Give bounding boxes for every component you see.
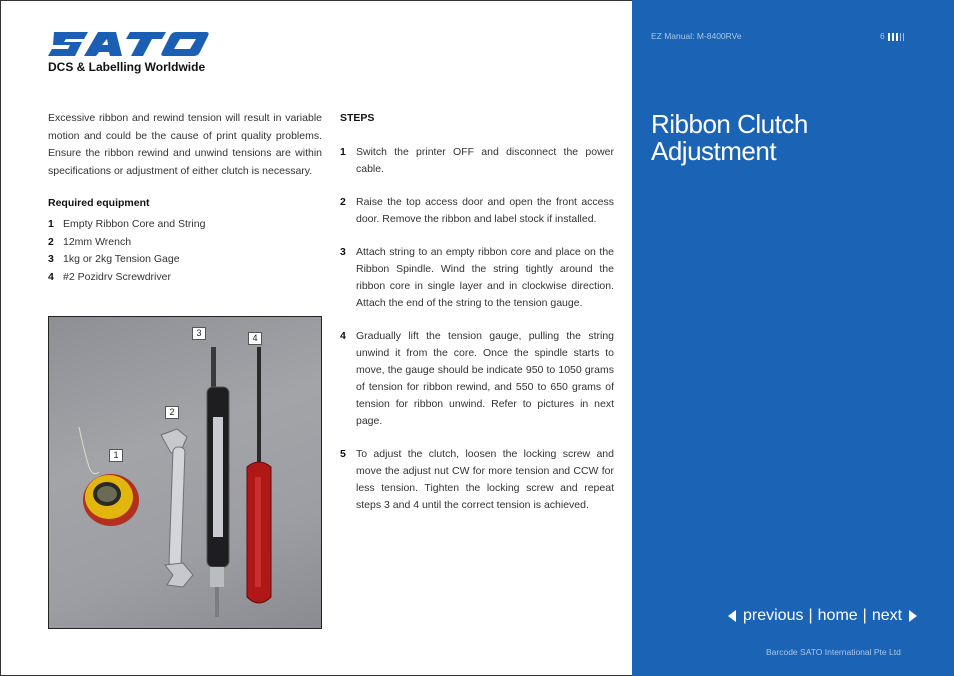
manual-reference: EZ Manual: M-8400RVe bbox=[651, 31, 742, 41]
callout-4: 4 bbox=[248, 332, 262, 345]
page-number: 6 bbox=[880, 31, 885, 41]
screwdriver-icon bbox=[247, 347, 271, 603]
equipment-label: 1kg or 2kg Tension Gage bbox=[63, 253, 180, 265]
equipment-label: 12mm Wrench bbox=[63, 235, 132, 248]
next-arrow-icon[interactable] bbox=[909, 610, 917, 622]
equipment-number: 1 bbox=[48, 218, 54, 230]
page-title-line2: Adjustment bbox=[651, 136, 777, 166]
step-text: To adjust the clutch, loosen the locking screw and move the adjust nut CW for more tension and CCW for less tension. Tighten the locking screw and repeat steps 3 and 4 until the correct tension is achieved. bbox=[356, 448, 614, 511]
step-text: Raise the top access door and open the front access door. Remove the ribbon and label stock if installed. bbox=[356, 196, 614, 225]
steps-title: STEPS bbox=[340, 112, 375, 124]
page-indicator-icon bbox=[888, 33, 904, 41]
step-number: 2 bbox=[340, 196, 346, 208]
step-item bbox=[340, 328, 614, 430]
brand-tagline: DCS & Labelling Worldwide bbox=[48, 60, 206, 74]
equipment-item bbox=[48, 216, 205, 234]
nav-separator: | bbox=[862, 607, 867, 624]
previous-link[interactable]: previous bbox=[743, 607, 804, 624]
intro-paragraph: Excessive ribbon and rewind tension will result in variable motion and could be the cause of print quality problems. Ensure the ribbon rewind and unwind tensions are within specifications or adjustment of either clutch is necessary. bbox=[48, 112, 322, 177]
string-icon bbox=[79, 427, 99, 474]
step-item bbox=[340, 446, 614, 514]
equipment-label: #2 Pozidrv Screwdriver bbox=[63, 270, 171, 283]
tension-gauge-icon bbox=[207, 347, 229, 617]
previous-arrow-icon[interactable] bbox=[728, 610, 736, 622]
next-link[interactable]: next bbox=[871, 607, 903, 624]
step-item bbox=[340, 244, 614, 312]
page-title-line1: Ribbon Clutch bbox=[651, 109, 808, 139]
equipment-item bbox=[48, 234, 205, 252]
sato-wordmark bbox=[48, 30, 210, 58]
sato-logo bbox=[48, 30, 210, 76]
equipment-illustration bbox=[49, 317, 321, 628]
equipment-title: Required equipment bbox=[48, 197, 150, 209]
equipment-list bbox=[48, 216, 205, 286]
step-number: 4 bbox=[340, 330, 346, 342]
ribbon-core-icon bbox=[83, 474, 139, 526]
step-number: 5 bbox=[340, 448, 346, 460]
step-text: Switch the printer OFF and disconnect the power cable. bbox=[356, 146, 614, 175]
callout-3: 3 bbox=[192, 327, 206, 340]
equipment-number: 2 bbox=[48, 235, 54, 248]
footer-company: Barcode SATO International Pte Ltd bbox=[766, 647, 901, 657]
side-panel bbox=[632, 0, 954, 676]
equipment-item bbox=[48, 251, 205, 269]
callout-1: 1 bbox=[109, 449, 123, 462]
wrench-icon bbox=[161, 429, 193, 587]
step-number: 1 bbox=[340, 146, 346, 158]
steps-list bbox=[340, 144, 614, 530]
step-text: Attach string to an empty ribbon core and place on the Ribbon Spindle. Wind the string tightly around the ribbon core in single layer and in clockwise direction. Attach the end of the string to the tension gauge. bbox=[356, 246, 614, 309]
equipment-number: 3 bbox=[48, 253, 54, 265]
step-number: 3 bbox=[340, 246, 346, 258]
step-item bbox=[340, 144, 614, 178]
page-navigation bbox=[728, 607, 917, 625]
callout-2: 2 bbox=[165, 406, 179, 419]
step-text: Gradually lift the tension gauge, pulling the string unwind it from the core. Once the spindle starts to move, the gauge should be indicate 950 to 1050 grams of tension for ribbon rewind, and 550 to 650 grams of tension for ribbon unwind. Refer to pictures in next page. bbox=[356, 330, 614, 427]
equipment-number: 4 bbox=[48, 270, 54, 283]
equipment-label: Empty Ribbon Core and String bbox=[63, 218, 206, 230]
step-item bbox=[340, 194, 614, 228]
equipment-photo bbox=[48, 316, 322, 629]
home-link[interactable]: home bbox=[817, 607, 858, 624]
equipment-item bbox=[48, 269, 205, 287]
page-title bbox=[651, 111, 931, 165]
nav-separator: | bbox=[808, 607, 813, 624]
